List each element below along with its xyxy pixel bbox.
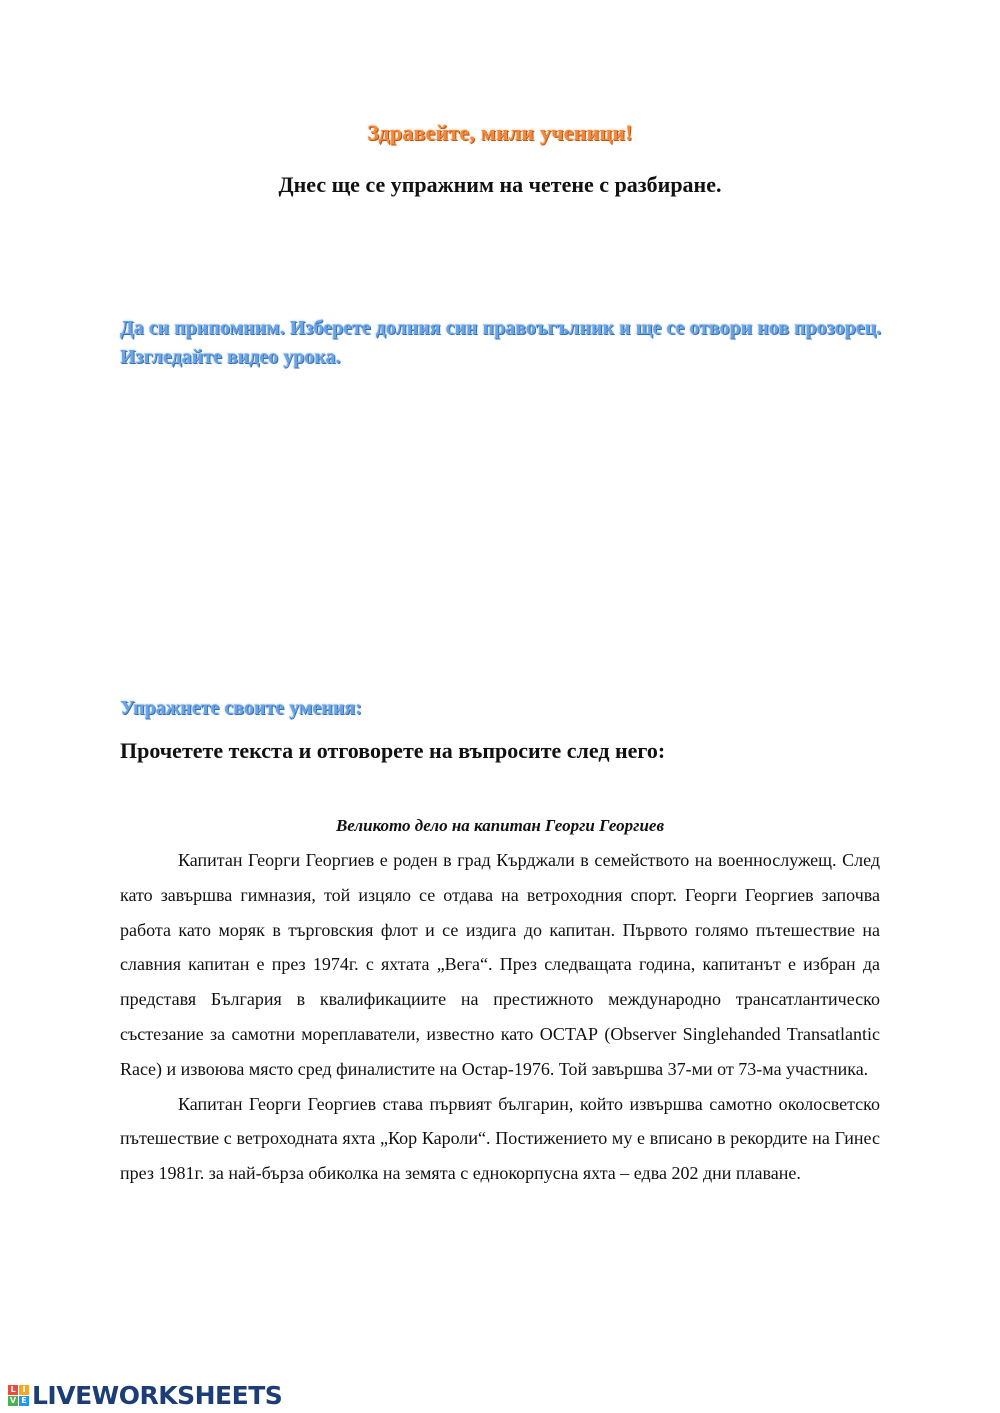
story-paragraph: Капитан Георги Георгиев става първият българин, който извършва самотно околосветско пътешествие с ветроходната яхта „Кор Кароли“. Постижението му е вписано в рекордите на Гинес през 1981г. за най-бърза обиколка на земята с еднокорпусна яхта – едва 202 дни плаване. — [120, 1093, 880, 1184]
reading-instruction: Прочетете текста и отговорете на въпросите след него: — [120, 738, 666, 763]
logo-block: E — [19, 1396, 29, 1406]
logo-block: I — [19, 1385, 29, 1395]
logo-text: LIVEWORKSHEETS — [32, 1380, 283, 1410]
greeting-heading: Здравейте, мили ученици! — [367, 120, 633, 145]
story-title: Великото дело на капитан Георги Георгиев — [335, 816, 665, 835]
practice-heading: Упражнете своите умения: — [120, 697, 362, 719]
remember-instruction: Да си припомним. Изберете долния син правоъгълник и ще се отвори нов прозорец. Изгледайте видео урока. — [120, 317, 882, 368]
story-paragraph: Капитан Георги Георгиев е роден в град Кърджали в семейството на военнослужещ. След като завършва гимназия, той изцяло се отдава на ветроходния спорт. Георги Георгиев започва работа като моряк в търговския флот и се издига до капитан. Първото голямо пътешествие на славния капитан е през 1974г. с яхтата „Вега“. През следващата година, капитанът е избран да представя България в квалификациите на престижното международно трансатлантическо състезание за самотни мореплаватели, известно като ОСТАР (Observer Singlehanded Transatlantic Race) и извоюва място сред финалистите на Остар-1976. Той завършва 37-ми от 73-ма участника. — [120, 850, 880, 1079]
logo-block: V — [9, 1395, 17, 1405]
logo-blocks-icon — [8, 1385, 29, 1406]
logo-block: L — [8, 1385, 18, 1395]
lesson-subtitle: Днес ще се упражним на четене с разбиране. — [278, 172, 722, 197]
story-text — [120, 843, 880, 1191]
liveworksheets-logo[interactable] — [8, 1380, 282, 1410]
